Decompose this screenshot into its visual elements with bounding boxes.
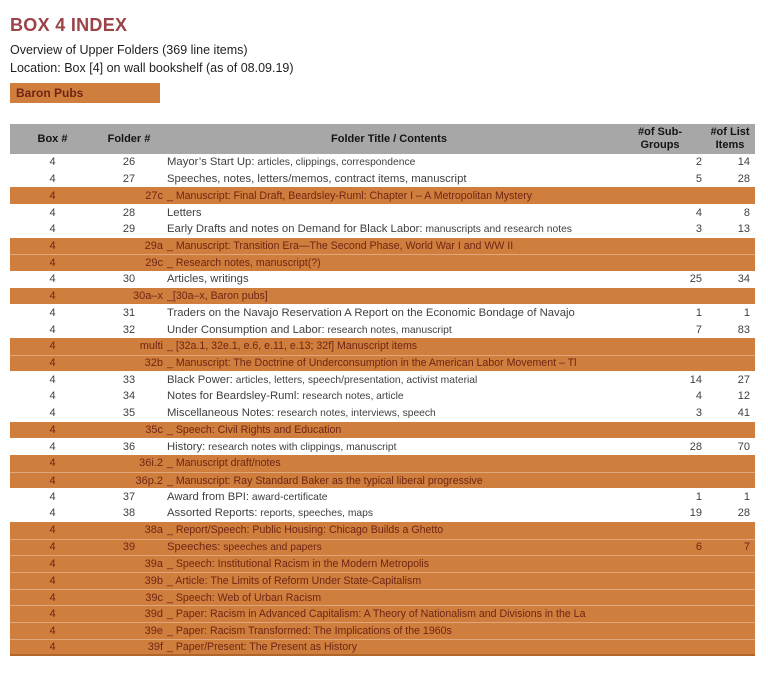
cell-folder-number: 32b (144, 357, 163, 370)
title-detail: research notes, manuscript (324, 324, 452, 336)
title-head: Under Consumption and Labor: (167, 323, 325, 336)
table-row[interactable] (10, 589, 755, 606)
cell-folder-number: 30a–x (133, 290, 163, 303)
cell-folder-number: multi (139, 340, 163, 353)
table-row[interactable] (10, 555, 755, 572)
title-detail: reports, speeches, maps (257, 508, 374, 520)
cell-subgroup-count: 28 (689, 440, 702, 453)
cell-folder-number: 36i.2 (139, 457, 163, 470)
cell-subgroup-count: 5 (695, 173, 702, 186)
cell-list-item-count: 28 (737, 173, 750, 186)
cell-box-number: 4 (49, 323, 56, 336)
cell-subgroup-count: 1 (695, 306, 702, 319)
sub-item-text: _ Paper: Racism Transformed: The Implications of the 1960s (167, 624, 452, 637)
cell-box-number: 4 (49, 440, 56, 453)
cell-folder-title (163, 507, 615, 519)
cell-list-item-count: 27 (737, 373, 750, 386)
cell-box-number: 4 (49, 340, 56, 353)
cell-folder-title (163, 641, 615, 653)
cell-list-item-count: 28 (737, 507, 750, 520)
cell-folder-title (163, 374, 615, 386)
cell-subgroup-count: 19 (689, 507, 702, 520)
table-row[interactable] (10, 505, 755, 522)
cell-subgroup-count: 4 (695, 206, 702, 219)
cell-list-item-count: 14 (737, 156, 750, 169)
table-row[interactable] (10, 539, 755, 556)
cell-folder-title (163, 558, 615, 570)
cell-subgroup-count: 4 (695, 390, 702, 403)
cell-box-number: 4 (49, 541, 56, 554)
cell-folder-title (163, 357, 615, 369)
cell-subgroup-count: 14 (689, 373, 702, 386)
title-head: Early Drafts and notes on Demand for Black Labor: (167, 223, 423, 236)
cell-folder-title (163, 441, 615, 453)
title-head: Miscellaneous Notes: (167, 407, 275, 420)
cell-folder-number: 36 (122, 440, 136, 453)
table-row[interactable] (10, 187, 755, 204)
cell-subgroup-count: 3 (695, 407, 702, 420)
cell-folder-title (163, 475, 615, 487)
cell-box-number: 4 (49, 239, 56, 252)
index-table (10, 124, 755, 656)
table-row[interactable] (10, 472, 755, 489)
title-head: Letters (167, 206, 202, 219)
col-header-folder: Folder # (107, 132, 151, 145)
sub-item-text: _ Manuscript: Final Draft, Beardsley-Ruml: Chapter I – A Metropolitan Mystery (167, 189, 533, 202)
title-head: Speeches: (167, 541, 221, 554)
cell-folder-number: 29c (145, 257, 163, 270)
cell-folder-number: 33 (122, 373, 136, 386)
cell-folder-number: 30 (122, 273, 136, 286)
table-row[interactable] (10, 438, 755, 455)
cell-box-number: 4 (49, 189, 56, 202)
cell-box-number: 4 (49, 624, 56, 637)
title-detail: research notes, interviews, speech (274, 408, 436, 420)
cell-subgroup-count: 7 (695, 323, 702, 336)
cell-folder-title (163, 407, 615, 419)
cell-box-number: 4 (49, 290, 56, 303)
cell-folder-number: 39b (144, 574, 163, 587)
cell-folder-title (163, 307, 615, 319)
cell-box-number: 4 (49, 558, 56, 571)
sub-item-text: _[30a–x, Baron pubs] (167, 290, 268, 303)
cell-folder-title (163, 592, 615, 604)
sub-item-text: _ Speech: Civil Rights and Education (167, 423, 342, 436)
table-row[interactable] (10, 221, 755, 238)
title-head: Notes for Beardsley-Ruml: (167, 390, 300, 403)
cell-box-number: 4 (49, 357, 56, 370)
cell-box-number: 4 (49, 223, 56, 236)
cell-folder-title (163, 324, 615, 336)
cell-box-number: 4 (49, 206, 56, 219)
cell-folder-title (163, 340, 615, 352)
cell-box-number: 4 (49, 640, 56, 653)
cell-folder-number: 39a (144, 558, 163, 571)
table-row[interactable] (10, 238, 755, 255)
cell-list-item-count: 7 (743, 541, 750, 554)
cell-folder-number: 28 (122, 206, 136, 219)
cell-folder-title (163, 207, 615, 219)
cell-list-item-count: 1 (743, 306, 750, 319)
col-header-items: #of List Items (710, 126, 750, 151)
table-row[interactable] (10, 154, 755, 171)
cell-folder-title (163, 575, 615, 587)
cell-box-number: 4 (49, 373, 56, 386)
cell-folder-title (163, 156, 615, 168)
cell-folder-number: 29 (122, 223, 136, 236)
cell-list-item-count: 34 (737, 273, 750, 286)
cell-folder-number: 32 (122, 323, 136, 336)
cell-folder-title (163, 541, 615, 553)
sub-item-text: _ Article: The Limits of Reform Under State-Capitalism (167, 574, 422, 587)
cell-folder-title (163, 457, 615, 469)
table-header-row (10, 124, 755, 154)
cell-folder-title (163, 257, 615, 269)
cell-box-number: 4 (49, 591, 56, 604)
table-row[interactable] (10, 254, 755, 271)
table-row[interactable] (10, 488, 755, 505)
table-row[interactable] (10, 288, 755, 305)
cell-list-item-count: 12 (737, 390, 750, 403)
title-head: Award from BPI: (167, 490, 250, 503)
cell-folder-title (163, 524, 615, 536)
cell-folder-number: 39e (144, 624, 163, 637)
title-detail: speeches and papers (220, 542, 322, 554)
cell-folder-number: 31 (122, 306, 136, 319)
sub-item-text: _ Report/Speech: Public Housing: Chicago Builds a Ghetto (167, 524, 444, 537)
cell-box-number: 4 (49, 390, 56, 403)
cell-folder-title (163, 491, 615, 503)
cell-folder-number: 37 (122, 490, 136, 503)
title-detail: articles, letters, speech/presentation, activist material (232, 374, 478, 386)
title-head: Mayor’s Start Up: (167, 156, 255, 169)
cell-subgroup-count: 3 (695, 223, 702, 236)
table-row[interactable] (10, 572, 755, 589)
sub-item-text: _ Paper: Racism in Advanced Capitalism: A Theory of Nationalism and Divisions in the La (167, 608, 586, 621)
cell-folder-title (163, 273, 615, 285)
cell-box-number: 4 (49, 457, 56, 470)
sub-item-text: _ [32a.1, 32e.1, e.6, e.11, e.13; 32f] Manuscript items (167, 340, 418, 353)
cell-folder-title (163, 173, 615, 185)
subtitle-overview: Overview of Upper Folders (369 line items) (10, 43, 248, 57)
cell-folder-title (163, 608, 615, 620)
cell-box-number: 4 (49, 306, 56, 319)
cell-folder-number: 38 (122, 507, 136, 520)
title-head: Assorted Reports: (167, 507, 258, 520)
cell-box-number: 4 (49, 574, 56, 587)
sub-item-text: _ Manuscript: Ray Standard Baker as the typical liberal progressive (167, 474, 483, 487)
table-row[interactable] (10, 271, 755, 288)
cell-box-number: 4 (49, 257, 56, 270)
sub-item-text: _ Manuscript: Transition Era—The Second Phase, World War I and WW II (167, 239, 514, 252)
table-row[interactable] (10, 321, 755, 338)
cell-folder-number: 38a (144, 524, 163, 537)
cell-subgroup-count: 25 (689, 273, 702, 286)
table-row[interactable] (10, 304, 755, 321)
cell-folder-number: 29a (144, 239, 163, 252)
table-row[interactable] (10, 422, 755, 439)
cell-box-number: 4 (49, 524, 56, 537)
cell-folder-number: 35c (145, 423, 163, 436)
table-row[interactable] (10, 355, 755, 372)
cell-folder-number: 35 (122, 407, 136, 420)
table-row[interactable] (10, 605, 755, 622)
cell-box-number: 4 (49, 608, 56, 621)
subtitle-location: Location: Box [4] on wall bookshelf (as of 08.09.19) (10, 61, 294, 75)
cell-folder-title (163, 190, 615, 202)
title-detail: research notes, article (299, 391, 404, 403)
baron-pubs-tab[interactable]: Baron Pubs (10, 83, 160, 103)
title-detail: articles, clippings, correspondence (254, 157, 416, 169)
cell-folder-number: 39d (144, 608, 163, 621)
cell-list-item-count: 70 (737, 440, 750, 453)
cell-folder-number: 26 (122, 156, 136, 169)
cell-list-item-count: 13 (737, 223, 750, 236)
table-row[interactable] (10, 338, 755, 355)
sub-item-text: _ Research notes, manuscript(?) (167, 257, 321, 270)
table-row[interactable] (10, 371, 755, 388)
cell-list-item-count: 41 (737, 407, 750, 420)
cell-folder-title (163, 424, 615, 436)
cell-folder-title (163, 290, 615, 302)
sub-item-text: _ Manuscript draft/notes (167, 457, 281, 470)
cell-folder-number: 39f (147, 640, 163, 653)
cell-box-number: 4 (49, 273, 56, 286)
cell-folder-number: 36p.2 (135, 474, 163, 487)
cell-list-item-count: 83 (737, 323, 750, 336)
title-head: Articles, writings (167, 273, 249, 286)
table-body (10, 154, 755, 656)
sub-item-text: _ Speech: Web of Urban Racism (167, 591, 322, 604)
table-row[interactable] (10, 388, 755, 405)
cell-subgroup-count: 2 (695, 156, 702, 169)
cell-folder-title (163, 223, 615, 235)
title-head: History: (167, 440, 206, 453)
cell-folder-title (163, 390, 615, 402)
cell-folder-number: 39c (145, 591, 163, 604)
cell-list-item-count: 1 (743, 490, 750, 503)
sub-item-text: _ Speech: Institutional Racism in the Modern Metropolis (167, 558, 430, 571)
table-row[interactable] (10, 171, 755, 188)
table-row[interactable] (10, 455, 755, 472)
cell-box-number: 4 (49, 507, 56, 520)
cell-folder-number: 39 (122, 541, 136, 554)
table-row[interactable] (10, 639, 755, 656)
cell-subgroup-count: 1 (695, 490, 702, 503)
cell-folder-title (163, 625, 615, 637)
cell-box-number: 4 (49, 173, 56, 186)
table-row[interactable] (10, 405, 755, 422)
cell-list-item-count: 8 (743, 206, 750, 219)
col-header-box: Box # (37, 132, 68, 145)
cell-box-number: 4 (49, 423, 56, 436)
cell-folder-title (163, 240, 615, 252)
title-detail: research notes with clippings, manuscript (205, 441, 397, 453)
sub-item-text: _ Manuscript: The Doctrine of Underconsumption in the American Labor Movement – Tl (167, 357, 577, 370)
title-head: Traders on the Navajo Reservation A Report on the Economic Bondage of Navajo (167, 306, 575, 319)
cell-folder-number: 27 (122, 173, 136, 186)
table-row[interactable] (10, 204, 755, 221)
title-detail: manuscripts and research notes (422, 224, 572, 236)
col-header-title: Folder Title / Contents (331, 132, 447, 145)
title-head: Speeches, notes, letters/memos, contract items, manuscript (167, 173, 467, 186)
cell-box-number: 4 (49, 407, 56, 420)
cell-box-number: 4 (49, 156, 56, 169)
cell-folder-number: 34 (122, 390, 136, 403)
sub-item-text: _ Paper/Present: The Present as History (167, 640, 357, 653)
table-row[interactable] (10, 622, 755, 639)
page-title: BOX 4 INDEX (10, 15, 128, 35)
col-header-subgroups: #of Sub- Groups (638, 126, 682, 151)
cell-folder-number: 27c (145, 189, 163, 202)
title-detail: award-certificate (249, 491, 328, 503)
title-head: Black Power: (167, 373, 233, 386)
cell-box-number: 4 (49, 490, 56, 503)
cell-subgroup-count: 6 (695, 541, 702, 554)
table-row[interactable] (10, 522, 755, 539)
cell-box-number: 4 (49, 474, 56, 487)
